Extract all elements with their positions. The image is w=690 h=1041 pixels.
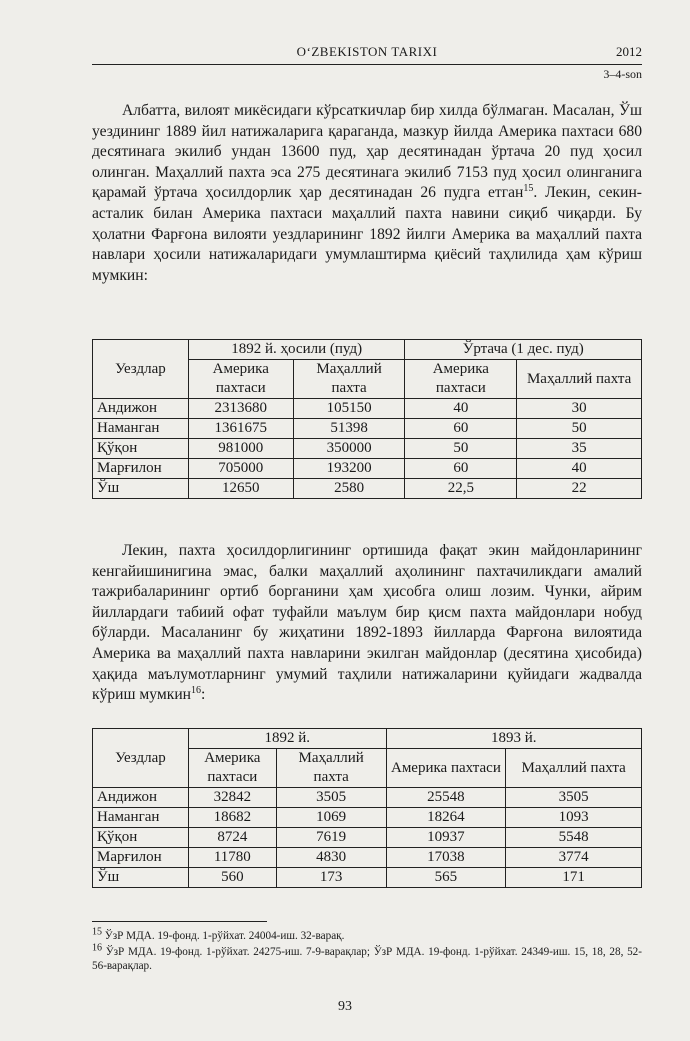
row-name: Қўқон — [93, 439, 189, 459]
cell: 11780 — [188, 848, 276, 868]
cell: 12650 — [188, 479, 293, 499]
table-row — [93, 399, 642, 419]
footnote-16 — [92, 941, 642, 974]
table-header-row — [93, 729, 642, 749]
subheader-local-1: Маҳаллий пахта — [276, 749, 386, 788]
cell: 60 — [405, 459, 517, 479]
journal-year: 2012 — [616, 44, 642, 59]
cell: 1069 — [276, 808, 386, 828]
footnotes — [92, 926, 642, 975]
column-group-1892: 1892 й. — [188, 729, 386, 749]
yield-table-1892 — [92, 339, 642, 499]
row-name: Андижон — [93, 399, 189, 419]
table-row — [93, 479, 642, 499]
row-name: Марғилон — [93, 459, 189, 479]
cell: 50 — [517, 419, 642, 439]
page-number: 93 — [338, 999, 352, 1014]
cell: 8724 — [188, 828, 276, 848]
cell: 25548 — [386, 788, 506, 808]
row-name: Қўқон — [93, 828, 189, 848]
cell: 350000 — [293, 439, 405, 459]
subheader-american-2: Америка пахтаси — [405, 360, 517, 399]
paragraph-2-text-b: : — [201, 686, 206, 704]
row-name: Ўш — [93, 479, 189, 499]
cell: 50 — [405, 439, 517, 459]
cell: 18682 — [188, 808, 276, 828]
cell: 40 — [517, 459, 642, 479]
subheader-american-1: Америка пахтаси — [188, 360, 293, 399]
table-row — [93, 848, 642, 868]
column-header-uezd: Уездлар — [93, 729, 189, 788]
footnote-15 — [92, 926, 642, 944]
cell: 51398 — [293, 419, 405, 439]
paragraph-1 — [92, 101, 642, 286]
footnote-ref-15[interactable]: 15 — [523, 183, 534, 195]
table-row — [93, 788, 642, 808]
cell: 35 — [517, 439, 642, 459]
table-row — [93, 419, 642, 439]
paragraph-1-text-a: Албатта, вилоят микёсидаги кўрсаткичлар бир хилда бўлмаган. Масалан, Ўш уездининг 1889 йил натижаларига қараганда, мазкур йилда Америка пахтаси 680 десятинага экилиб ундан 13600 пуд, ҳар десятинадан ўртача 20 пуд ҳосил олинган. Маҳаллий пахта эса 275 десятинага экилиб 7153 пуд ҳосил олинганига қарамай ўртача ҳосилдорлик ҳар десятинадан 26 пудга етган — [92, 102, 642, 202]
cell: 705000 — [188, 459, 293, 479]
subheader-local-1: Маҳаллий пахта — [293, 360, 405, 399]
footnote-text: ЎзР МДА. 19-фонд. 1-рўйхат. 24275-иш. 7-9-варақлар; ЎзР МДА. 19-фонд. 1-рўйхат. 24349-иш. 15, 18, 28, 52-56-варақлар. — [92, 945, 642, 972]
table-row — [93, 459, 642, 479]
footnote-divider — [92, 921, 267, 922]
paragraph-2 — [92, 541, 642, 706]
subheader-american-1: Америка пахтаси — [188, 749, 276, 788]
cell: 60 — [405, 419, 517, 439]
column-group-harvest: 1892 й. ҳосили (пуд) — [188, 340, 405, 360]
cell: 2580 — [293, 479, 405, 499]
cell: 32842 — [188, 788, 276, 808]
footnote-ref-16[interactable]: 16 — [191, 684, 202, 696]
cell: 3774 — [506, 848, 642, 868]
cell: 40 — [405, 399, 517, 419]
footnote-text: ЎзР МДА. 19-фонд. 1-рўйхат. 24004-иш. 32-варақ. — [102, 930, 345, 942]
cell: 7619 — [276, 828, 386, 848]
paragraph-2-text-a: Лекин, пахта ҳосилдорлигининг ортишида фақат экин майдонларининг кенгайишинигина эмас, балки маҳаллий аҳолининг пахтачиликдаги амалий тажрибаларининг ортиб борганини ҳам ҳисобга олиш лозим. Чунки, айрим йиллардаги табиий офат туфайли маълум бир қисм пахта майдонлари нобуд бўларди. Масаланинг бу жиҳатини 1892-1893 йилларда Фарғона вилоятида Америка ва маҳаллий пахта навларини экилган майдонлар (десятина ҳисобида) ҳақида маълумотларнинг умумий таҳлили натижаларини қуйидаги жадвалда кўриш мумкин — [92, 542, 642, 704]
cell: 10937 — [386, 828, 506, 848]
subheader-local-2: Маҳаллий пахта — [517, 360, 642, 399]
row-name: Андижон — [93, 788, 189, 808]
row-name: Наманган — [93, 419, 189, 439]
table-row — [93, 808, 642, 828]
cell: 3505 — [276, 788, 386, 808]
column-group-average: Ўртача (1 дес. пуд) — [405, 340, 642, 360]
cell: 22,5 — [405, 479, 517, 499]
cell: 17038 — [386, 848, 506, 868]
cell: 1361675 — [188, 419, 293, 439]
cell: 18264 — [386, 808, 506, 828]
cell: 981000 — [188, 439, 293, 459]
footnote-number: 16 — [92, 941, 102, 953]
row-name: Марғилон — [93, 848, 189, 868]
table-header-row — [93, 340, 642, 360]
table-row — [93, 439, 642, 459]
journal-title: O‘ZBEKISTON TARIXI — [296, 44, 438, 59]
cell: 173 — [276, 868, 386, 888]
cell: 2313680 — [188, 399, 293, 419]
paragraph-1-text-b: . Лекин, секин-асталик билан Америка пахтаси маҳаллий пахта навини сиқиб чиқарди. Бу ҳолатни Фарғона вилояти уездларининг 1892 йилги Америка ва маҳаллий пахта навлари ҳосили натижаларидаги умумлаштирма қиёсий таҳлилида ҳам кўриш мумкин: — [92, 184, 642, 284]
cell: 4830 — [276, 848, 386, 868]
cell: 565 — [386, 868, 506, 888]
cell: 22 — [517, 479, 642, 499]
cell: 193200 — [293, 459, 405, 479]
subheader-local-2: Маҳаллий пахта — [506, 749, 642, 788]
row-name: Ўш — [93, 868, 189, 888]
footnote-number: 15 — [92, 926, 102, 938]
area-table-1892-1893 — [92, 728, 642, 888]
cell: 5548 — [506, 828, 642, 848]
column-header-uezd: Уездлар — [93, 340, 189, 399]
cell: 105150 — [293, 399, 405, 419]
issue-number: 3–4-son — [603, 67, 642, 81]
cell: 560 — [188, 868, 276, 888]
column-group-1893: 1893 й. — [386, 729, 641, 749]
cell: 30 — [517, 399, 642, 419]
table-row — [93, 828, 642, 848]
running-header — [92, 42, 642, 65]
row-name: Наманган — [93, 808, 189, 828]
cell: 171 — [506, 868, 642, 888]
subheader-american-2: Америка пахтаси — [386, 749, 506, 788]
cell: 3505 — [506, 788, 642, 808]
cell: 1093 — [506, 808, 642, 828]
table-row — [93, 868, 642, 888]
